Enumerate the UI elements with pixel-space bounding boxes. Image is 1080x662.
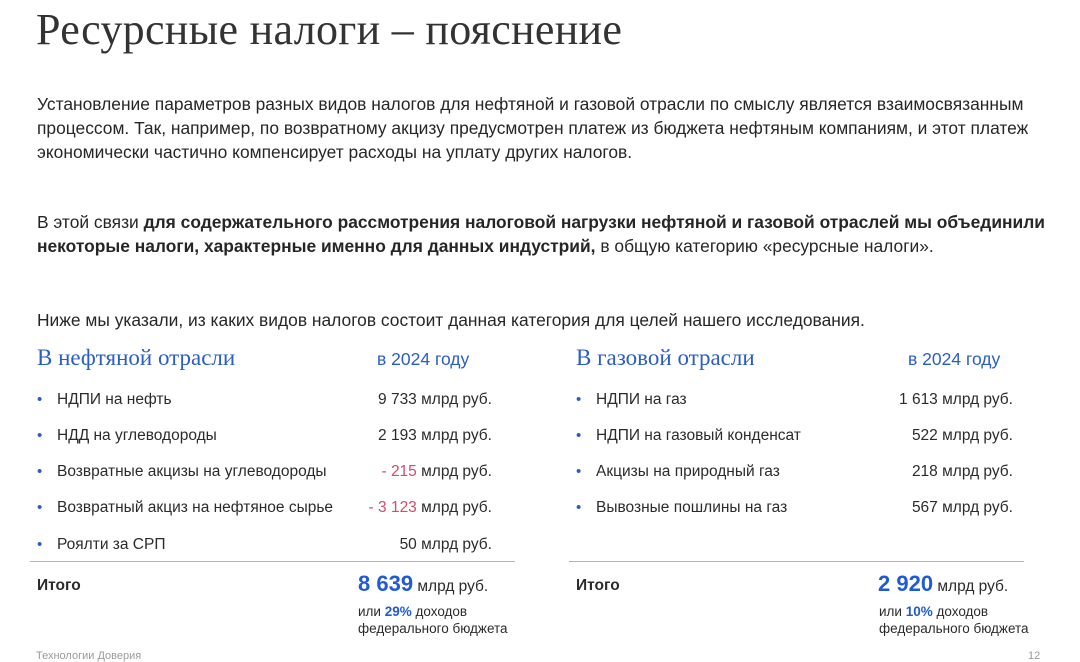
gas-year-label: в 2024 году — [908, 349, 1001, 369]
bullet-icon: • — [37, 536, 43, 553]
oil-tax-item — [37, 499, 492, 523]
oil-total-unit: млрд руб. — [413, 578, 489, 595]
tax-unit: млрд руб. — [416, 536, 492, 553]
gas-tax-item — [576, 391, 1013, 415]
tax-value: 50 — [399, 536, 417, 553]
tax-value: 3 123 — [378, 499, 417, 516]
oil-total-value — [358, 571, 488, 597]
tax-sign: - — [381, 463, 391, 480]
tax-name: Возвратный акциз на нефтяное сырье — [57, 499, 334, 516]
tax-unit: млрд руб. — [937, 427, 1013, 444]
gas-tax-item — [576, 463, 1013, 487]
page-title: Ресурсные налоги – пояснение — [36, 5, 623, 54]
bullet-icon: • — [576, 499, 582, 516]
reasoning-bold-text: для содержательного рассмотрения налоговой нагрузки нефтяной и газовой отраслей мы объединили некоторые налоги, характерные именно для данных индустрий, — [37, 212, 1045, 256]
tax-value: 9 733 — [378, 391, 417, 408]
tax-name: НДПИ на газовый конденсат — [596, 427, 801, 444]
gas-tax-item — [576, 427, 1013, 451]
bullet-icon: • — [576, 463, 582, 480]
tax-unit: млрд руб. — [416, 391, 492, 408]
tax-unit: млрд руб. — [937, 391, 1013, 408]
gas-share-percent: 10% — [905, 604, 933, 619]
tax-name: Возвратные акцизы на углеводороды — [57, 463, 327, 480]
tax-sign: - — [368, 499, 379, 516]
reasoning-paragraph — [37, 210, 1047, 258]
oil-total-label: Итого — [37, 577, 81, 594]
oil-divider — [30, 561, 515, 562]
lead-paragraph: Ниже мы указали, из каких видов налогов состоит данная категория для целей нашего исследования. — [37, 310, 865, 330]
tax-amount — [400, 536, 492, 554]
oil-tax-item — [37, 427, 492, 451]
tax-amount — [912, 427, 1013, 445]
tax-name: НДПИ на нефть — [57, 391, 172, 408]
oil-section-title: В нефтяной отрасли — [37, 345, 236, 370]
bullet-icon: • — [37, 499, 43, 516]
oil-budget-share — [358, 603, 508, 637]
intro-paragraph: Установление параметров разных видов налогов для нефтяной и газовой отрасли по смыслу является взаимосвязанным процессом. Так, например, по возвратному акцизу предусмотрен платеж из бюджета нефтяным компаниям, и этот платеж экономически частично компенсирует расходы на уплату других налогов. — [37, 94, 1029, 162]
tax-name: Вывозные пошлины на газ — [596, 499, 788, 516]
gas-budget-share — [879, 603, 1029, 637]
share-prefix: или — [879, 604, 906, 619]
tax-amount — [378, 391, 492, 409]
oil-tax-item — [37, 463, 492, 487]
tax-value: 215 — [390, 463, 417, 480]
oil-tax-item — [37, 391, 492, 415]
footer-company: Технологии Доверия — [36, 650, 142, 662]
tax-value: 2 193 — [378, 427, 417, 444]
tax-value: 567 — [911, 499, 938, 516]
tax-value: 522 — [911, 427, 938, 444]
bullet-icon: • — [37, 391, 43, 408]
reasoning-text-start: В этой связи — [37, 212, 144, 232]
oil-share-percent: 29% — [384, 604, 412, 619]
tax-unit: млрд руб. — [937, 499, 1013, 516]
gas-total-value — [878, 571, 1008, 597]
tax-amount — [899, 391, 1013, 409]
oil-year-label: в 2024 году — [377, 349, 470, 369]
share-line2: федерального бюджета — [358, 621, 508, 636]
tax-unit: млрд руб. — [937, 463, 1013, 480]
gas-divider — [569, 561, 1024, 562]
share-suffix: доходов — [932, 604, 989, 619]
oil-total-number: 8 639 — [358, 571, 414, 596]
tax-name: Акцизы на природный газ — [596, 463, 780, 480]
share-prefix: или — [358, 604, 385, 619]
gas-section-title: В газовой отрасли — [576, 345, 755, 370]
tax-unit: млрд руб. — [416, 427, 492, 444]
tax-name: Роялти за СРП — [57, 536, 166, 553]
bullet-icon: • — [37, 427, 43, 444]
share-line2: федерального бюджета — [879, 621, 1029, 636]
reasoning-text-end: в общую категорию «ресурсные налоги». — [595, 236, 934, 256]
tax-amount — [378, 427, 492, 445]
tax-unit: млрд руб. — [416, 499, 492, 516]
gas-total-label: Итого — [576, 577, 620, 594]
tax-amount — [369, 499, 492, 517]
tax-amount — [912, 463, 1013, 481]
tax-name: НДД на углеводороды — [57, 427, 217, 444]
gas-total-number: 2 920 — [878, 571, 934, 596]
tax-name: НДПИ на газ — [596, 391, 687, 408]
tax-value: 1 613 — [899, 391, 938, 408]
page-number: 12 — [1028, 650, 1041, 662]
share-suffix: доходов — [411, 604, 468, 619]
bullet-icon: • — [37, 463, 43, 480]
oil-tax-item — [37, 536, 492, 560]
bullet-icon: • — [576, 391, 582, 408]
tax-amount — [912, 499, 1013, 517]
tax-value: 218 — [911, 463, 938, 480]
gas-tax-item — [576, 499, 1013, 523]
gas-total-unit: млрд руб. — [933, 578, 1009, 595]
tax-unit: млрд руб. — [416, 463, 492, 480]
tax-amount — [381, 463, 492, 481]
bullet-icon: • — [576, 427, 582, 444]
